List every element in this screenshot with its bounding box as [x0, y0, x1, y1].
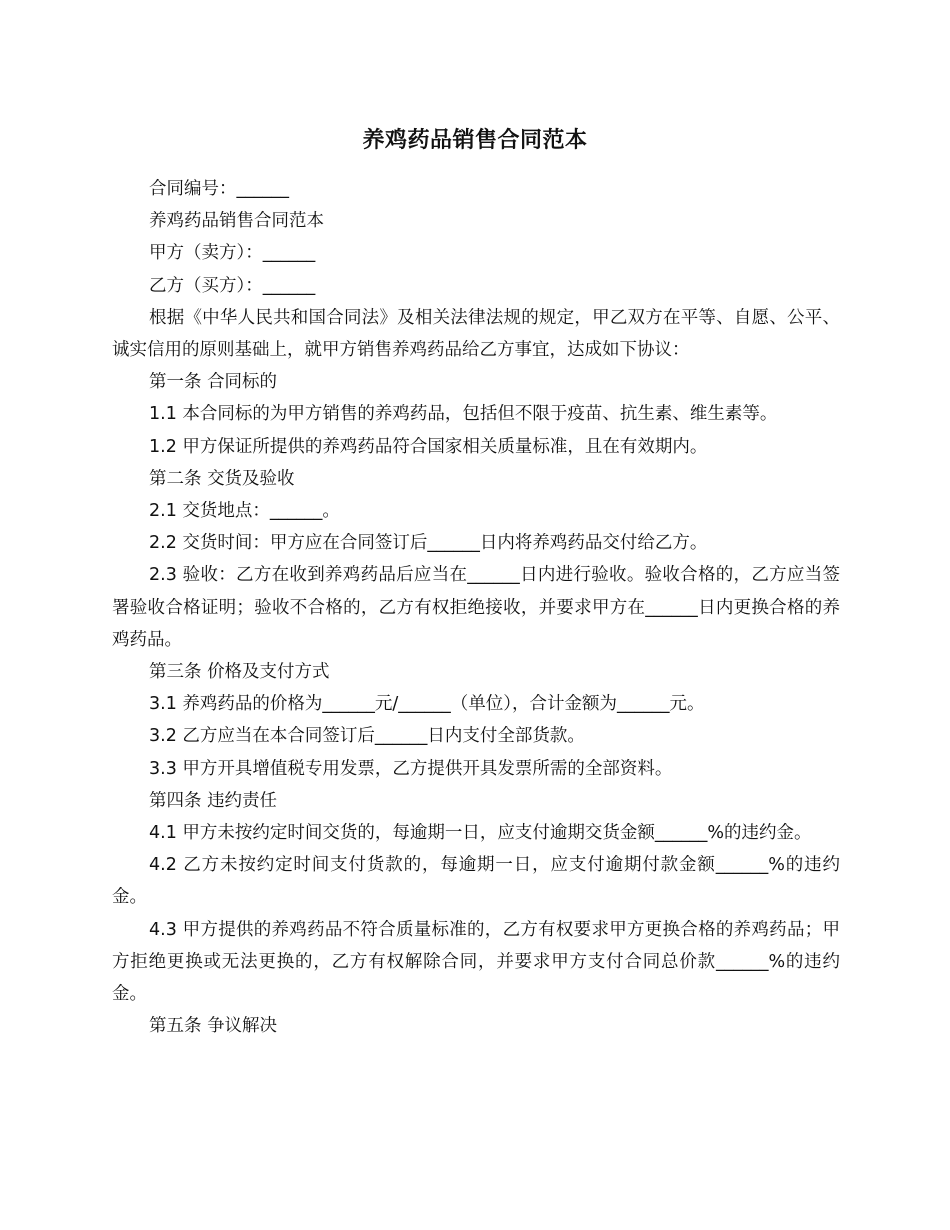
clause-2-3: 2.3 验收：乙方在收到养鸡药品后应当在______日内进行验收。验收合格的，乙方应当签署验收合格证明；验收不合格的，乙方有权拒绝接收，并要求甲方在______日内更换合格的养鸡药品。 — [112, 565, 840, 650]
preamble-paragraph: 根据《中华人民共和国合同法》及相关法律法规的规定，甲乙双方在平等、自愿、公平、诚实信用的原则基础上，就甲方销售养鸡药品给乙方事宜，达成如下协议： — [112, 307, 840, 361]
clause-4-1: 4.1 甲方未按约定时间交货的，每逾期一日，应支付逾期交货金额______%的违约金。 — [149, 823, 812, 844]
article-1-heading: 第一条 合同标的 — [149, 372, 278, 393]
clause-4-2: 4.2 乙方未按约定时间支付货款的，每逾期一日，应支付逾期付款金额______%的违约金。 — [112, 855, 840, 908]
clause-4-3: 4.3 甲方提供的养鸡药品不符合质量标准的，乙方有权要求甲方更换合格的养鸡药品；甲方拒绝更换或无法更换的，乙方有权解除合同，并要求甲方支付合同总价款______%的违约金。 — [112, 919, 840, 1005]
document-title: 养鸡药品销售合同范本 — [362, 128, 588, 153]
document-body — [112, 173, 840, 1042]
clause-1-1: 1.1 本合同标的为甲方销售的养鸡药品，包括但不限于疫苗、抗生素、维生素等。 — [149, 404, 778, 425]
clause-3-1: 3.1 养鸡药品的价格为______元/______（单位），合计金额为______元。 — [149, 694, 705, 715]
clause-1-2: 1.2 甲方保证所提供的养鸡药品符合国家相关质量标准，且在有效期内。 — [149, 436, 708, 457]
party-b-line: 乙方（买方）：______ — [149, 275, 316, 296]
party-a-line: 甲方（卖方）：______ — [149, 243, 316, 264]
contract-number-line: 合同编号：______ — [149, 179, 289, 199]
clause-3-2: 3.2 乙方应当在本合同签订后______日内支付全部货款。 — [149, 726, 585, 747]
clause-2-1: 2.1 交货地点：______。 — [149, 501, 340, 522]
article-4-heading: 第四条 违约责任 — [149, 790, 278, 811]
article-2-heading: 第二条 交货及验收 — [149, 468, 295, 489]
subtitle-line: 养鸡药品销售合同范本 — [149, 211, 324, 232]
clause-3-3: 3.3 甲方开具增值税专用发票，乙方提供开具发票所需的全部资料。 — [149, 758, 673, 779]
clause-2-2: 2.2 交货时间：甲方应在合同签订后______日内将养鸡药品交付给乙方。 — [149, 533, 708, 554]
article-5-heading: 第五条 争议解决 — [149, 1016, 278, 1037]
article-3-heading: 第三条 价格及支付方式 — [149, 662, 330, 683]
